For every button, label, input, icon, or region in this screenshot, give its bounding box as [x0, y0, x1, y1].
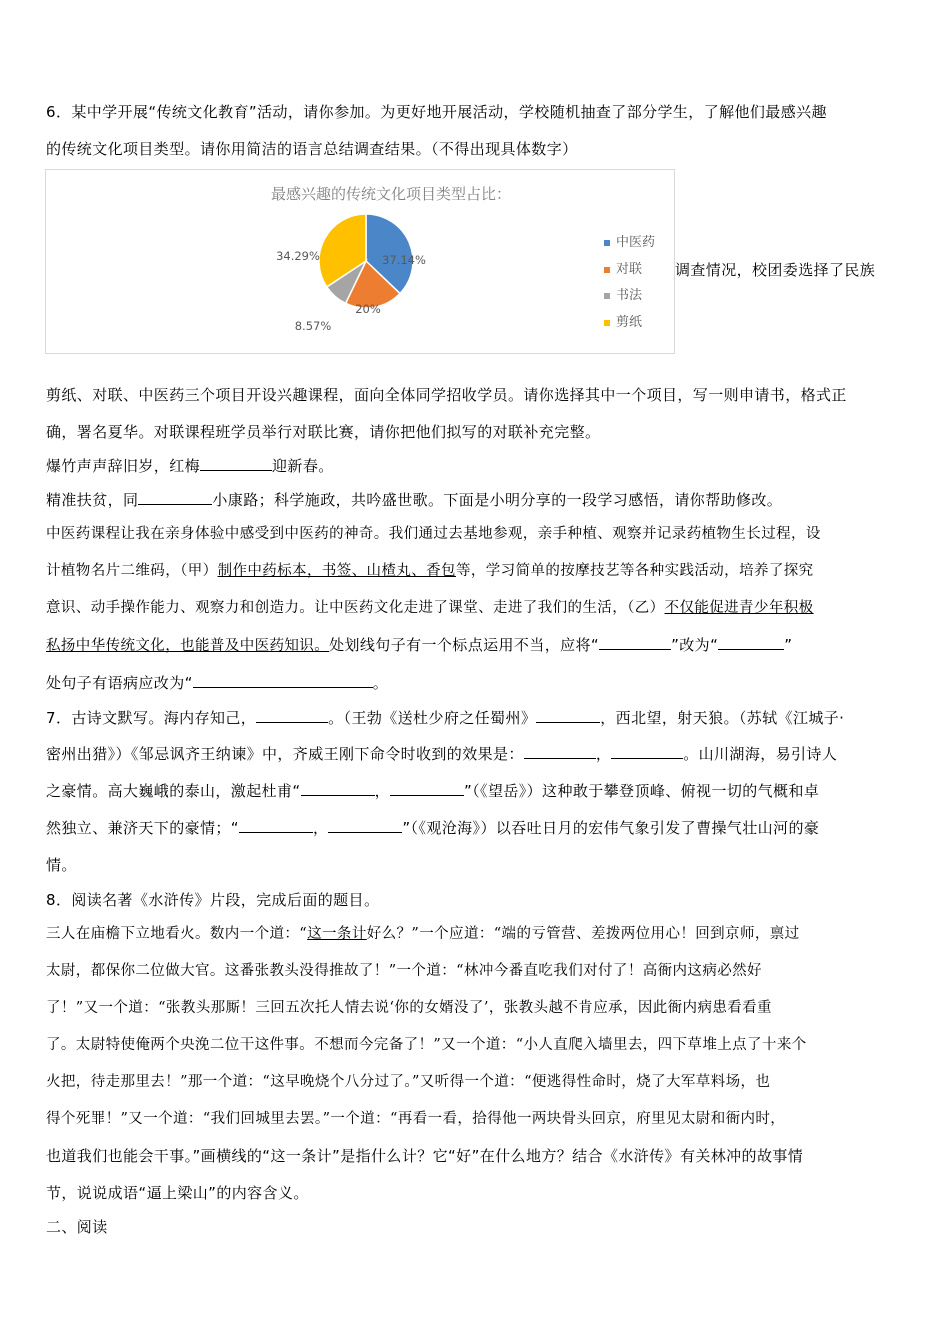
q7-blank-3[interactable] [524, 744, 596, 759]
essay-4-c: ”改为“ [671, 636, 719, 654]
grammar-blank[interactable] [193, 673, 373, 688]
q7-line-5: 情。 [46, 856, 77, 874]
couplet-2-a: 精准扶贫，同 [46, 491, 139, 509]
legend-item-0 [604, 231, 655, 250]
couplet-2-b: 小康路；科学施政，共吟盛世歌。下面是小明分享的一段学习感悟，请你帮助修改。 [212, 491, 783, 509]
essay-underline-yi-2: 私扬中华传统文化，也能普及中医药知识。 [46, 638, 330, 654]
couplet-1-blank[interactable] [200, 456, 272, 471]
q8-text-7: 也道我们也能会干事。”画横线的“这一条计”是指什么计？它“好”在什么地方？结合《水浒传》有关林冲的故事情 [46, 1147, 804, 1165]
q7-blank-1[interactable] [256, 708, 328, 723]
pie-label-2: 8.57% [294, 319, 332, 333]
essay-underline-yi-1: 不仅能促进青少年积极 [664, 600, 814, 616]
q7-2-a: 密州出猎》）《邹忌讽齐王纳谏》中，齐威王刚下命令时收到的效果是： [46, 745, 524, 763]
essay-3-a: 意识、动手操作能力、观察力和创造力。让中医药文化走进了课堂、走进了我们的生活，（乙） [46, 600, 665, 616]
q7-blank-2[interactable] [536, 708, 600, 723]
pie-chart [45, 169, 675, 354]
legend-label-2: 书法 [616, 288, 643, 303]
q7-2-c: 。山川湖海，易引诗人 [683, 745, 838, 763]
q7-line-3 [46, 781, 906, 801]
essay-4-b: 处划线句子有一个标点运用不当，应将“ [329, 636, 600, 654]
q7-3-b: ， [374, 782, 390, 800]
q8-text-8: 节，说说成语“逼上梁山”的内容含义。 [46, 1184, 309, 1202]
punct-blank-2[interactable] [718, 635, 784, 650]
q6-5-a: 处句子有语病应改为“ [46, 674, 193, 692]
q7-1-c: ，西北望，射天狼。（苏轼《江城子· [600, 709, 845, 727]
essay-2-b: 等，学习简单的按摩技艺等各种实践活动，培养了探究 [455, 563, 814, 579]
q7-line-2 [46, 744, 906, 764]
pie-chart-svg [46, 170, 674, 353]
essay-line-3 [46, 598, 906, 618]
q8-1-a: 三人在庙檐下立地看火。数内一个道：“ [46, 926, 308, 942]
q8-text-6: 得个死罪！”又一个道：“我们回城里去罢。”一个道：“再看一看，拾得他一两块骨头回京，府里见太尉和衙内时， [46, 1111, 786, 1127]
q7-blank-6[interactable] [390, 781, 464, 796]
couplet-1-a: 爆竹声声辞旧岁，红梅 [46, 457, 201, 475]
q8-text-5: 火把，待走那里去！”那一个道：“这早晚烧个八分过了。”又听得一个道：“便逃得性命时，烧了大军草料场，也 [46, 1074, 771, 1090]
couplet-1-b: 迎新春。 [272, 457, 334, 475]
couplet-2-blank[interactable] [138, 490, 212, 505]
q7-3-a: 之豪情。高大巍峨的泰山，激起杜甫“ [46, 782, 301, 800]
legend-swatch-2 [604, 293, 610, 299]
q7-blank-7[interactable] [239, 818, 313, 833]
q7-4-a: 然独立、兼济天下的豪情；“ [46, 819, 239, 837]
couplet-1 [46, 456, 906, 476]
q6-5-b: 。 [372, 674, 389, 692]
essay-2-a: 计植物名片二维码，（甲） [46, 563, 218, 579]
chart-title: 最感兴趣的传统文化项目类型占比： [271, 185, 512, 203]
legend-label-0: 中医药 [616, 235, 656, 250]
essay-line-4 [46, 635, 906, 656]
q6-line-2: 的传统文化项目类型。请你用简洁的语言总结调查结果。（不得出现具体数字） [46, 140, 578, 158]
essay-underline-jia: 制作中药标本，书签、山楂丸、香包 [217, 563, 456, 579]
q6-line-5 [46, 673, 906, 693]
q7-blank-5[interactable] [301, 781, 375, 796]
punct-blank-1[interactable] [599, 635, 671, 650]
essay-line-2 [46, 561, 906, 581]
q7-line-4 [46, 818, 906, 838]
q8-text-3: 了！”又一个道：“张教头那厮！三回五次托人情去说‘你的女婿没了’，张教头越不肯应承，因此衙内病患看看重 [46, 1000, 772, 1016]
legend-item-3 [604, 311, 642, 330]
pie-label-3: 34.29% [276, 249, 320, 263]
q6-side-text: 调查情况，校团委选择了民族 [675, 261, 876, 279]
pie-label-0: 37.14% [382, 253, 426, 267]
legend-item-1 [604, 258, 642, 277]
legend-swatch-1 [604, 267, 610, 273]
q7-4-c: ”（《观沧海》）以吞吐日月的宏伟气象引发了曹操气壮山河的豪 [402, 819, 820, 837]
q6-line-3: 剪纸、对联、中医药三个项目开设兴趣课程，面向全体同学招收学员。请你选择其中一个项目，写一则申请书，格式正 [46, 386, 847, 404]
legend-label-1: 对联 [616, 262, 643, 277]
couplet-2 [46, 490, 906, 510]
q7-3-c: ”（《望岳》）这种敢于攀登顶峰、俯视一切的气概和卓 [463, 782, 820, 800]
q8-text-4: 了。太尉特使俺两个央浼二位干这件事。不想而今完备了！”又一个道：“小人直爬入墙里去，四下草堆上点了十来个 [46, 1037, 807, 1053]
q8-underline-plan: 这一条计 [307, 926, 367, 942]
q7-2-b: ， [595, 745, 612, 763]
q6-line-4: 确，署名夏华。对联课程班学员举行对联比赛，请你把他们拟写的对联补充完整。 [46, 423, 601, 441]
q7-1-a: 7．古诗文默写。海内存知己， [46, 709, 257, 727]
q7-line-1 [46, 708, 906, 728]
essay-line-1: 中医药课程让我在亲身体验中感受到中医药的神奇。我们通过去基地参观，亲手种植、观察并记录药植物生长过程，设 [46, 526, 821, 542]
legend-swatch-3 [604, 320, 610, 326]
q7-blank-4[interactable] [611, 744, 683, 759]
legend-label-3: 剪纸 [616, 315, 643, 330]
essay-4-d: ” [784, 636, 793, 654]
q7-4-b: ， [312, 819, 329, 837]
pie-label-1: 20% [355, 302, 381, 316]
q8-heading: 8．阅读名著《水浒传》片段，完成后面的题目。 [46, 891, 380, 909]
q8-text-2: 太尉，都保你二位做大官。这番张教头没得推故了！”一个道：“林冲今番直吃我们对付了！高衙内这病必然好 [46, 963, 762, 979]
legend-item-2 [604, 284, 642, 303]
q8-text-1 [46, 924, 906, 944]
q7-blank-8[interactable] [328, 818, 402, 833]
q8-1-b: 好么？”一个应道：“端的亏管营、差拨两位用心！回到京师，禀过 [366, 926, 800, 942]
q6-line-1: 6．某中学开展“传统文化教育”活动，请你参加。为更好地开展活动，学校随机抽查了部分学生，了解他们最感兴趣 [46, 103, 827, 121]
section-title: 二、阅读 [46, 1218, 108, 1236]
legend-swatch-0 [604, 240, 610, 246]
q7-1-b: 。（王勃《送杜少府之任蜀州》 [328, 709, 537, 727]
